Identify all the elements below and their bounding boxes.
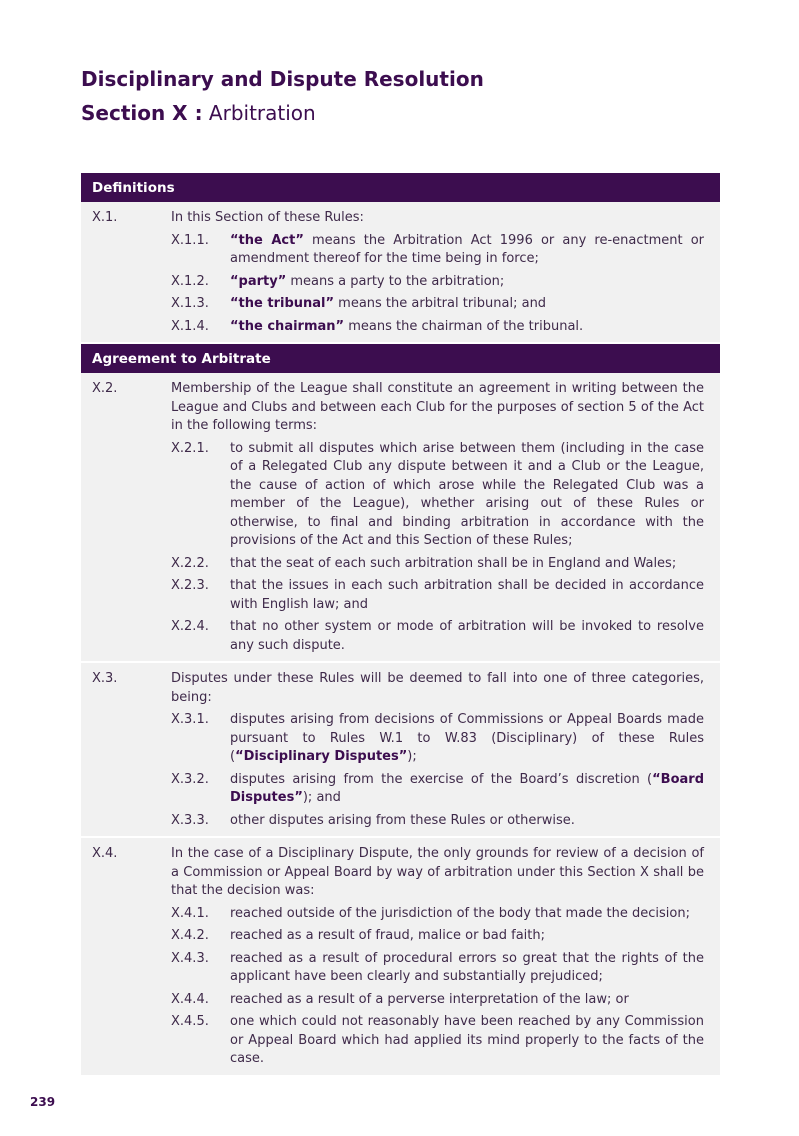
page-title [81, 62, 484, 130]
subrule-number: X.1.1. [171, 232, 209, 248]
subrule-text: reached as a result of procedural errors so great that the rights of the applicant have been clearly and substantially prejudiced; [230, 950, 704, 984]
subrule-number: X.4.2. [171, 928, 209, 943]
subrule-x2-3 [171, 577, 704, 614]
rule-block-x3 [81, 663, 720, 838]
subrule-text: that the seat of each such arbitration shall be in England and Wales; [230, 555, 677, 571]
subrule-text: reached outside of the jurisdiction of the body that made the decision; [230, 905, 690, 921]
rule-number: X.1. [92, 210, 118, 225]
rule-x1 [92, 209, 704, 336]
defined-term: “the chairman” [230, 318, 345, 334]
rule-text: In this Section of these Rules: [171, 210, 364, 225]
subrule-number: X.2.1. [171, 440, 209, 456]
subrule-number: X.2.2. [171, 555, 209, 571]
subrule-text: disputes arising from the exercise of the Board’s discretion ( [230, 771, 653, 787]
defined-term: “the tribunal” [230, 296, 335, 311]
subrule-number: X.2.4. [171, 619, 209, 634]
rule-block-x4 [81, 838, 720, 1077]
subrule-number: X.4.4. [171, 991, 209, 1007]
rule-text: Membership of the League shall constitute an agreement in writing between the League and Clubs and between each Club for the purposes of section 5 of the Act in the following terms: [171, 381, 704, 433]
subrule-text: means a party to the arbitration; [286, 273, 505, 289]
subrule-x3-2 [171, 771, 704, 808]
subrule-text: one which could not reasonably have been reached by any Commission or Appeal Board which had applied its mind properly to the facts of the case. [230, 1014, 704, 1066]
subrule-number: X.2.3. [171, 578, 209, 593]
defined-term: “Board Disputes” [230, 771, 704, 805]
subrule-number: X.3.1. [171, 712, 209, 727]
subrule-text: other disputes arising from these Rules or otherwise. [230, 812, 575, 828]
subrule-number: X.4.1. [171, 905, 209, 921]
rule-x4 [92, 845, 704, 1069]
subrule-x4-4 [171, 991, 704, 1010]
subrule-x3-3 [171, 812, 704, 831]
subrule-number: X.3.2. [171, 771, 209, 787]
title-section: Section X : [81, 101, 203, 125]
subrule-text: that no other system or mode of arbitration will be invoked to resolve any such dispute. [230, 619, 704, 653]
subrule-text: to submit all disputes which arise between them (including in the case of a Relegated Club any dispute between it and a Club or the League, the cause of action of which arose while the Relegated Club was a member of the League), whether arising out of these Rules or otherwise, to final and binding arbitration in accordance with the provisions of the Act and this Section of these Rules; [230, 440, 704, 548]
rule-text: Disputes under these Rules will be deemed to fall into one of three categories, being: [171, 671, 704, 705]
subrule-number: X.4.3. [171, 950, 209, 966]
subrule-x4-3 [171, 950, 704, 987]
subrule-text-after: ); [407, 749, 417, 764]
subrule-x2-1 [171, 440, 704, 551]
rule-number: X.3. [92, 671, 118, 686]
subrule-x2-4 [171, 618, 704, 655]
subrule-x4-5 [171, 1013, 704, 1069]
subrule-text: means the chairman of the tribunal. [344, 318, 584, 334]
subrule-text: reached as a result of a perverse interpretation of the law; or [230, 991, 629, 1007]
subrule-number: X.3.3. [171, 812, 209, 828]
rule-x2 [92, 380, 704, 655]
subrule-number: X.1.2. [171, 273, 209, 289]
rules-document [81, 173, 720, 1077]
subrule-text: means the Arbitration Act 1996 or any re-enactment or amendment thereof for the time being in force; [230, 232, 704, 266]
page-number: 239 [30, 1095, 56, 1109]
subrule-x4-2 [171, 927, 704, 946]
subrule-number: X.1.3. [171, 296, 209, 311]
subrule-x3-1 [171, 711, 704, 767]
rule-text: In the case of a Disciplinary Dispute, the only grounds for review of a decision of a Commission or Appeal Board by way of arbitration under this Section X shall be that the decision was: [171, 846, 704, 898]
defined-term: “the Act” [230, 232, 304, 248]
subrule-x1-2 [171, 273, 704, 292]
subrule-x2-2 [171, 555, 704, 574]
subrule-text-after: ); and [302, 790, 341, 805]
section-heading-agreement: Agreement to Arbitrate [81, 344, 720, 373]
rule-x3 [92, 670, 704, 830]
subrule-text: means the arbitral tribunal; and [334, 296, 547, 311]
subrule-x1-3 [171, 295, 704, 314]
subrule-x4-1 [171, 905, 704, 924]
subrule-number: X.1.4. [171, 318, 209, 334]
rule-number: X.4. [92, 846, 118, 861]
defined-term: “party” [230, 273, 287, 289]
subrule-number: X.4.5. [171, 1014, 209, 1029]
subrule-text: reached as a result of fraud, malice or bad faith; [230, 928, 546, 943]
subrule-text: disputes arising from decisions of Commissions or Appeal Boards made pursuant to Rules W.1 to W.83 (Disciplinary) of these Rules ( [230, 712, 704, 764]
subrule-x1-1 [171, 232, 704, 269]
title-line1: Disciplinary and Dispute Resolution [81, 67, 484, 91]
subrule-x1-4 [171, 318, 704, 337]
subrule-text: that the issues in each such arbitration shall be decided in accordance with English law; and [230, 578, 704, 612]
rule-number: X.2. [92, 381, 118, 396]
rule-block-x1 [81, 202, 720, 344]
title-name: Arbitration [202, 101, 316, 125]
section-heading-definitions: Definitions [81, 173, 720, 202]
defined-term: “Disciplinary Disputes” [235, 749, 408, 764]
rule-block-x2 [81, 373, 720, 663]
